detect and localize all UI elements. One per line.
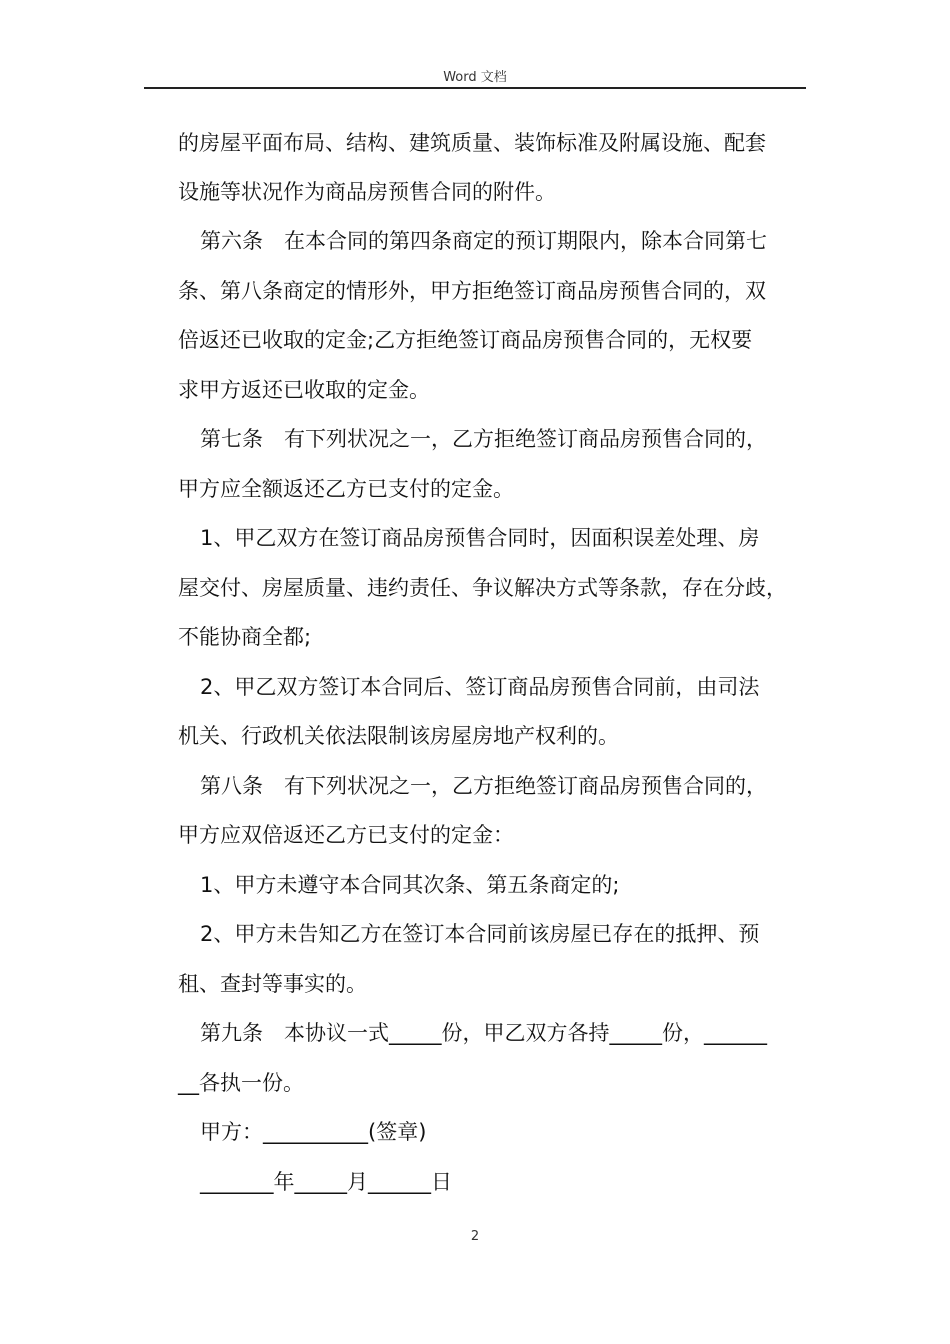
page-number: 2 — [470, 1229, 480, 1244]
text-line: 设施等状况作为商品房预售合同的附件。 — [178, 180, 556, 204]
text-line: 不能协商全都; — [178, 625, 312, 649]
text-line: 的房屋平面布局、结构、建筑质量、装饰标准及附属设施、配套 — [178, 131, 766, 155]
header-divider — [144, 87, 806, 89]
text-line: 屋交付、房屋质量、违约责任、争议解决方式等条款，存在分歧， — [178, 576, 787, 600]
text-line: 第九条 本协议一式_____份，甲乙双方各持_____份，______ — [200, 1021, 767, 1045]
text-line: 求甲方返还已收取的定金。 — [178, 378, 430, 402]
text-line: _______年_____月______日 — [200, 1170, 452, 1194]
text-line: 甲方应双倍返还乙方已支付的定金： — [178, 823, 514, 847]
text-line: 第八条 有下列状况之一，乙方拒绝签订商品房预售合同的， — [200, 774, 767, 798]
text-line: 机关、行政机关依法限制该房屋房地产权利的。 — [178, 724, 619, 748]
text-line: 2、甲方未告知乙方在签订本合同前该房屋已存在的抵押、预 — [200, 922, 760, 946]
page-header-title: Word 文档 — [443, 70, 507, 85]
text-line: __各执一份。 — [178, 1071, 304, 1095]
text-line: 租、查封等事实的。 — [178, 972, 367, 996]
text-line: 第七条 有下列状况之一，乙方拒绝签订商品房预售合同的， — [200, 427, 767, 451]
text-line: 条、第八条商定的情形外，甲方拒绝签订商品房预售合同的，双 — [178, 279, 766, 303]
text-line: 1、甲乙双方在签订商品房预售合同时，因面积误差处理、房 — [200, 526, 760, 550]
text-line: 倍返还已收取的定金;乙方拒绝签订商品房预售合同的，无权要 — [178, 328, 753, 352]
text-line: 2、甲乙双方签订本合同后、签订商品房预售合同前，由司法 — [200, 675, 760, 699]
text-line: 甲方应全额返还乙方已支付的定金。 — [178, 477, 514, 501]
text-line: 1、甲方未遵守本合同其次条、第五条商定的; — [200, 873, 620, 897]
text-line: 第六条 在本合同的第四条商定的预订期限内，除本合同第七 — [200, 229, 767, 253]
text-line: 甲方：__________(签章) — [200, 1120, 427, 1144]
